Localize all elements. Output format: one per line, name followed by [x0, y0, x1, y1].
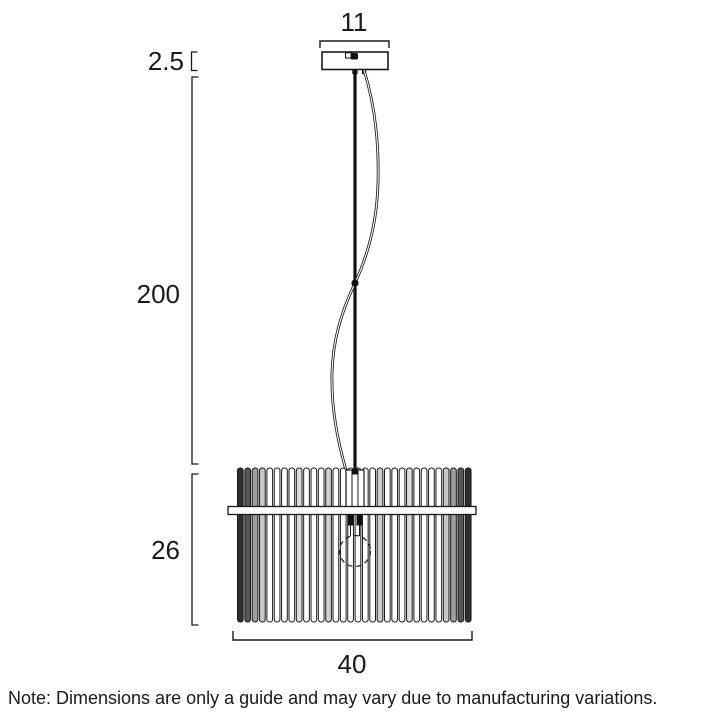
shade-slat	[318, 468, 324, 622]
shade-slat	[333, 468, 339, 622]
dim-bracket-canopy-height	[192, 52, 198, 71]
shade-slat	[370, 468, 376, 622]
shade-slat	[296, 468, 302, 622]
shade-slat	[429, 468, 435, 622]
shade-slat	[260, 468, 266, 622]
shade-slat	[407, 468, 413, 622]
shade-slat	[443, 468, 449, 622]
dim-label-cable-length: 200	[136, 279, 180, 309]
cord-clip	[351, 279, 358, 286]
shade-slat	[252, 468, 258, 622]
dim-bracket-shade-height	[192, 474, 199, 625]
shade-slat	[465, 468, 471, 622]
lamp-shade	[228, 468, 476, 622]
dim-label-canopy-width: 11	[340, 7, 368, 37]
shade-slat	[399, 468, 405, 622]
shade-slat	[267, 468, 273, 622]
shade-slat	[238, 468, 244, 622]
shade-band	[228, 507, 476, 515]
canopy-screw	[351, 53, 359, 60]
shade-slat	[304, 468, 310, 622]
shade-slat	[385, 468, 391, 622]
dim-bracket-canopy-width	[320, 41, 389, 48]
dim-label-shade-width: 40	[337, 649, 367, 679]
shade-slat	[282, 468, 288, 622]
shade-slat	[436, 468, 442, 622]
shade-slat	[414, 468, 420, 622]
shade-slat	[458, 468, 464, 622]
lamp-holder-stem	[346, 469, 364, 508]
shade-slat	[311, 468, 317, 622]
dim-bracket-cable-length	[192, 77, 199, 464]
dim-label-canopy-height: 2.5	[147, 46, 184, 76]
shade-slat	[377, 468, 383, 622]
dim-bracket-shade-width	[233, 631, 472, 640]
note-text: Note: Dimensions are only a guide and may vary due to manufacturing variations.	[8, 688, 658, 708]
shade-slat	[326, 468, 332, 622]
dim-label-shade-height: 26	[151, 535, 180, 565]
shade-slat	[245, 468, 251, 622]
shade-slat	[392, 468, 398, 622]
shade-slat	[451, 468, 457, 622]
shade-slat	[421, 468, 427, 622]
shade-slat	[274, 468, 280, 622]
shade-slat	[289, 468, 295, 622]
